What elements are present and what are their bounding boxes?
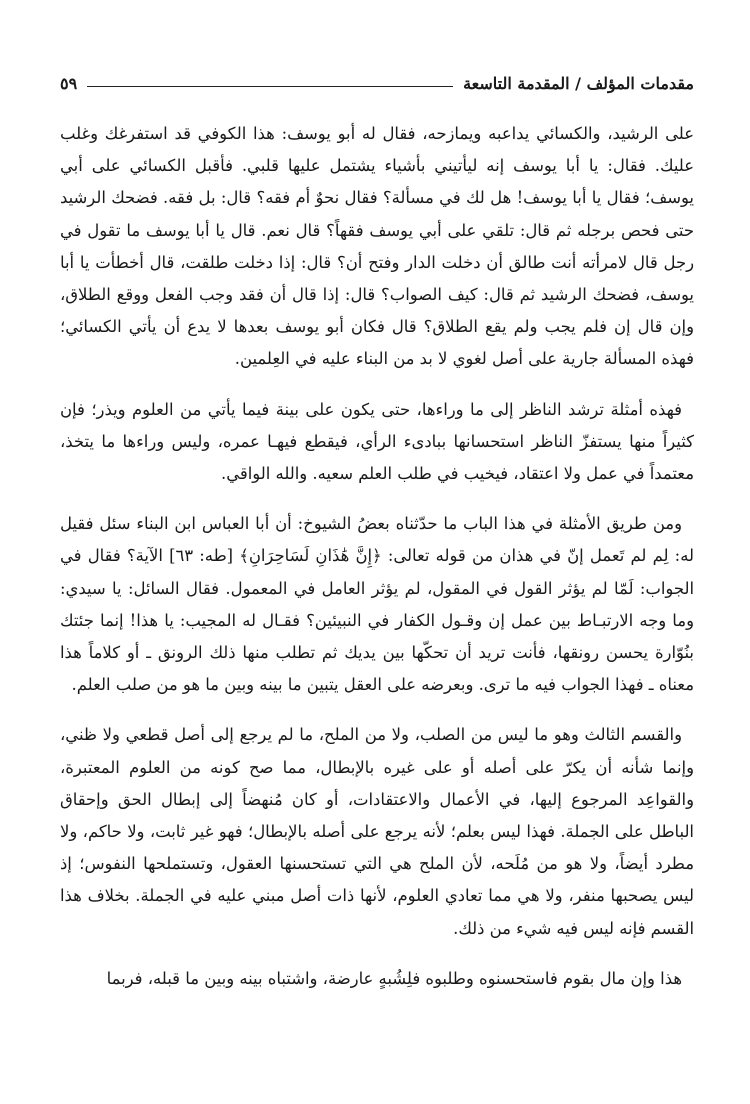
- paragraph-5: هذا وإن مال بقوم فاستحسنوه وطلبوه فلِشُبهٍ عارضة، واشتباه بينه وبين ما قبله، فربما: [106, 968, 682, 988]
- body-text: [60, 118, 694, 1009]
- running-title: مقدمات المؤلف / المقدمة التاسعة: [463, 73, 694, 93]
- header-rule: [87, 86, 453, 87]
- paragraph-2: فهذه أمثلة ترشد الناظر إلى ما وراءها، حتى يكون على بينة فيما يأتي من العلوم ويذر؛ فإن كثيراً منها يستفزّ الناظر استحسانها ببادىء الرأي، فيقطع فيهـا عمره، وليس وراءها ما يتخذ، معتمداً في عمل ولا اعتقاد، فيخيب في طلب العلم سعيه. والله الواقي.: [60, 399, 694, 484]
- page-header: [60, 68, 694, 98]
- paragraph-3: ومن طريق الأمثلة في هذا الباب ما حدّثناه بعضُ الشيوخ: أن أبا العباس ابن البناء سئل فقيل له: لِم لم تَعمل إنّ في هذان من قوله تعالى: ﴿إِنَّ هَٰذَانِ لَسَاحِرَانِ﴾ [طه: ٦٣] الآية؟ فقال في الجواب: لَمّا لم يؤثر القول في المقول، لم يؤثر العامل في المعمول. فقال السائل: يا سيدي: وما وجه الارتبـاط بين عمل إن وقـول الكفار في النبيئين؟ فقـال له المجيب: يا هذا! إنما جئتك بنُوّارة يحسن رونقها، فأنت تريد أن تحكّها بين يديك ثم تطلب منها ذلك الرونق ـ أو كلاماً هذا معناه ـ فهذا الجواب فيه ما ترى. وبعرضه على العقل يتبين ما بينه وبين ما هو من صلب العلم.: [60, 514, 694, 695]
- paragraph-1: على الرشيد، والكسائي يداعبه ويمازحه، فقال له أبو يوسف: هذا الكوفي قد استفرغك وغلب عليك. فقال: يا أبا يوسف إنه ليأتيني بأشياء يشتمل عليها قلبي. فأقبل الكسائي على أبي يوسف؛ فقال يا أبا يوسف! هل لك في مسألة؟ فقال نحوٌ أم فقه؟ قال: بل فقه. فضحك الرشيد حتى فحص برجله ثم قال: تلقي على أبي يوسف فقهاً؟ قال نعم. قال يا أبا يوسف ما تقول في رجل قال لامرأته أنت طالق أن دخلت الدار وفتح أن؟ قال: إذا دخلت طلقت، قال أخطأت يا أبا يوسف، فضحك الرشيد ثم قال: كيف الصواب؟ قال: إذا قال أن فقد وجب الفعل ووقع الطلاق، وإن قال إن فلم يجب ولم يقع الطلاق؟ قال فكان أبو يوسف بعدها لا يدع أن يأتي الكسائي؛ فهذه المسألة جارية على أصل لغوي لا بد من البناء عليه في العِلمين.: [60, 124, 694, 369]
- page-number: ٥٩: [60, 73, 78, 93]
- book-page: [60, 0, 694, 1104]
- paragraph-4: والقسم الثالث وهو ما ليس من الصلب، ولا من الملح، ما لم يرجع إلى أصل قطعي ولا ظني، وإنما شأنه أن يكرّ على أصله أو على غيره بالإبطال، مما صح كونه من العلوم المعتبرة، والقواعِد المرجوع إليها، في الأعمال والاعتقادات، أو كان مُنهضاً إلى إبطال الحق وإحقاق الباطل على الجملة. فهذا ليس بعلم؛ لأنه يرجع على أصله بالإبطال؛ فهو غير ثابت، ولا حاكم، ولا مطرد أيضاً، ولا هو من مُلَحه، لأن الملح هي التي تستحسنها العقول، وتستملحها النفوس؛ إذ ليس يصحبها منفر، ولا هي مما تعادي العلوم، لأنها ذات أصل مبني عليه في الجملة. بخلاف هذا القسم فإنه ليس فيه شيء من ذلك.: [60, 725, 694, 938]
